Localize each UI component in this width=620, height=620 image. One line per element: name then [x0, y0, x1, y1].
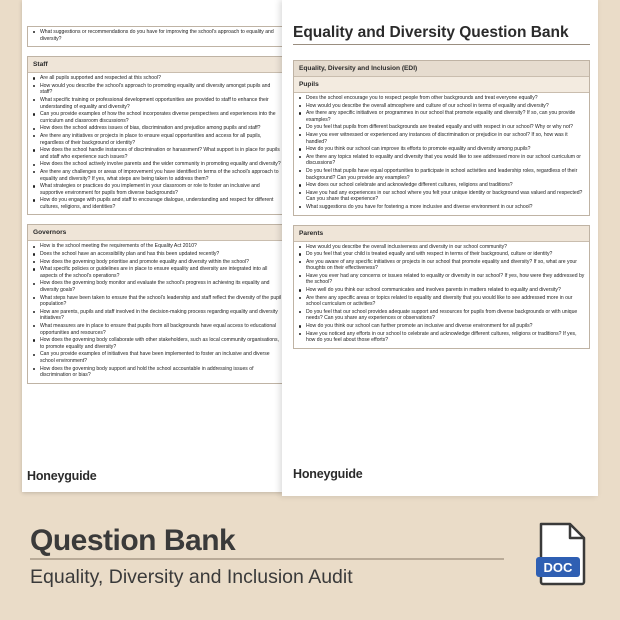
question-item: How would you describe the school's approach to promoting equality and diversity amongst pupils and staff? [33, 83, 282, 96]
banner-subtitle: Equality, Diversity and Inclusion Audit [30, 566, 353, 588]
question-item: Are there any initiatives or projects in place to ensure equal opportunities and access for all pupils, regardless of their background or identity? [33, 133, 282, 146]
title-divider [293, 44, 590, 45]
staff-question-list [28, 73, 282, 214]
pupils-question-list [294, 93, 589, 215]
question-item: How is the school meeting the requirements of the Equality Act 2010? [33, 243, 282, 250]
question-item: Do you feel that our school provides adequate support and resources for pupils from diverse backgrounds or with unique needs? Can you share any experiences or observations? [299, 309, 585, 322]
question-item: How would you describe the overall atmosphere and culture of our school in terms of equality and diversity? [299, 103, 585, 110]
question-item: Have you noticed any efforts in our school to celebrate and acknowledge different cultures, religions or traditions? If yes, how do you feel about those efforts? [299, 331, 585, 344]
staff-section-header: Staff [28, 57, 282, 73]
front-brand-logo: Honeyguide [293, 467, 363, 481]
question-item: How does the school handle instances of discrimination or harassment? What support is in place for pupils and staff who experience such issues? [33, 147, 282, 160]
question-item: How does the governing body prioritise and promote equality and diversity within the school? [33, 259, 282, 266]
question-item: Does the school encourage you to respect people from other backgrounds and treat everyone equally? [299, 95, 585, 102]
page-title: Equality and Diversity Question Bank [293, 24, 569, 41]
parents-section [293, 225, 590, 349]
question-item: How do you engage with pupils and staff to encourage dialogue, understanding and respect for different cultures, religions, and identities? [33, 197, 282, 210]
question-item: Are there any challenges or areas of improvement you have identified in terms of the school's approach to equality and diversity? If yes, what steps are being taken to address them? [33, 169, 282, 182]
question-item: How are parents, pupils and staff involved in the decision-making process regarding equality and diversity initiatives? [33, 309, 282, 322]
question-item: Have you had any experiences in our school where you felt your unique identity or background was valued and respected? Can you share that experience? [299, 190, 585, 203]
question-item: Do you feel that pupils have equal opportunities to participate in school activities and leadership roles, regardless of their background? Can you provide any examples? [299, 168, 585, 181]
question-item: Do you feel that pupils from different backgrounds are treated equally and with respect in our school? Why or why not? [299, 124, 585, 131]
question-item: What specific training or professional development opportunities are provided to staff to enhance their understanding of equality and diversity? [33, 97, 282, 110]
question-item: Are all pupils supported and respected at this school? [33, 75, 282, 82]
intro-question-list [28, 27, 282, 46]
question-item: How do you think our school can further promote an inclusive and diverse environment for all pupils? [299, 323, 585, 330]
doc-badge-label: DOC [543, 560, 573, 575]
question-item: Can you provide examples of initiatives that have been implemented to foster an inclusive and diverse school environment? [33, 351, 282, 364]
question-item: What steps have been taken to ensure that the school's leadership and staff reflect the diversity of the pupil population? [33, 295, 282, 308]
governors-section [27, 224, 282, 383]
question-item: Do you feel that your child is treated equally and with respect in terms of their background, culture or identity? [299, 251, 585, 258]
banner-divider [30, 558, 504, 560]
question-item: How well do you think our school communicates and involves parents in matters related to equality and diversity? [299, 287, 585, 294]
question-item: Are there any topics related to equality and diversity that you would like to see addressed more in our school curriculum or discussions? [299, 154, 585, 167]
question-item: What suggestions or recommendations do you have for improving the school's approach to equality and diversity? [33, 29, 282, 42]
pupils-section-header: Pupils [294, 77, 589, 93]
staff-section [27, 56, 282, 215]
question-item: How does the school address issues of bias, discrimination and prejudice among pupils and staff? [33, 125, 282, 132]
question-item: How does the school actively involve parents and the wider community in promoting equality and diversity? [33, 161, 282, 168]
question-item: How do you think our school can improve its efforts to promote equality and diversity among pupils? [299, 146, 585, 153]
question-item: Are you aware of any specific initiatives or projects in our school that promote equality and diversity? If so, what are your thoughts on their effectiveness? [299, 259, 585, 272]
parents-section-header: Parents [294, 226, 589, 242]
governors-section-header: Governors [28, 225, 282, 241]
edi-table-header: Equality, Diversity and Inclusion (EDI) [294, 61, 589, 77]
edi-pupils-section [293, 60, 590, 216]
question-item: Are there any specific initiatives or programmes in our school that promote equality and diversity? If so, can you provide examples? [299, 110, 585, 123]
question-item: How would you describe the overall inclusiveness and diversity in our school community? [299, 244, 585, 251]
front-document-page [282, 0, 598, 496]
question-item: Have you ever witnessed or experienced any instances of discrimination or prejudice in our school? If so, how was it handled? [299, 132, 585, 145]
back-brand-logo: Honeyguide [27, 469, 97, 483]
question-item: Can you provide examples of how the school incorporates diverse perspectives and experiences into the curriculum and classroom discussions? [33, 111, 282, 124]
question-item: What measures are in place to ensure that pupils from all backgrounds have equal access to educational opportunities and resources? [33, 323, 282, 336]
question-item: How does the governing body monitor and evaluate the school's progress in achieving its equality and diversity goals? [33, 280, 282, 293]
governors-question-list [28, 241, 282, 382]
question-item: Are there any specific areas or topics related to equality and diversity that you would like to see addressed more in our school curriculum or activities? [299, 295, 585, 308]
doc-file-icon [536, 522, 588, 586]
question-item: Does the school have an accessibility plan and has this been updated recently? [33, 251, 282, 258]
back-question-table [27, 26, 282, 384]
question-item: What specific policies or guidelines are in place to ensure equality and diversity are integrated into all aspects of the school's operations? [33, 266, 282, 279]
back-document-page [22, 0, 282, 492]
question-item: What suggestions do you have for fostering a more inclusive and diverse environment in our school? [299, 204, 585, 211]
question-item: How does the governing body support and hold the school accountable in addressing issues of discrimination or bias? [33, 366, 282, 379]
front-question-table [293, 60, 590, 349]
question-item: Have you ever had any concerns or issues related to equality or diversity in our school? If yes, how were they addressed by the school? [299, 273, 585, 286]
intro-section [27, 26, 282, 47]
question-item: How does our school celebrate and acknowledge different cultures, religions and traditions? [299, 182, 585, 189]
banner-title: Question Bank [30, 524, 236, 557]
question-item: What strategies or practices do you implement in your classroom or role to foster an inclusive and supportive environment for pupils from diverse backgrounds? [33, 183, 282, 196]
question-item: How does the governing body collaborate with other stakeholders, such as local community organisations, to promote equality and diversity? [33, 337, 282, 350]
parents-question-list [294, 242, 589, 348]
